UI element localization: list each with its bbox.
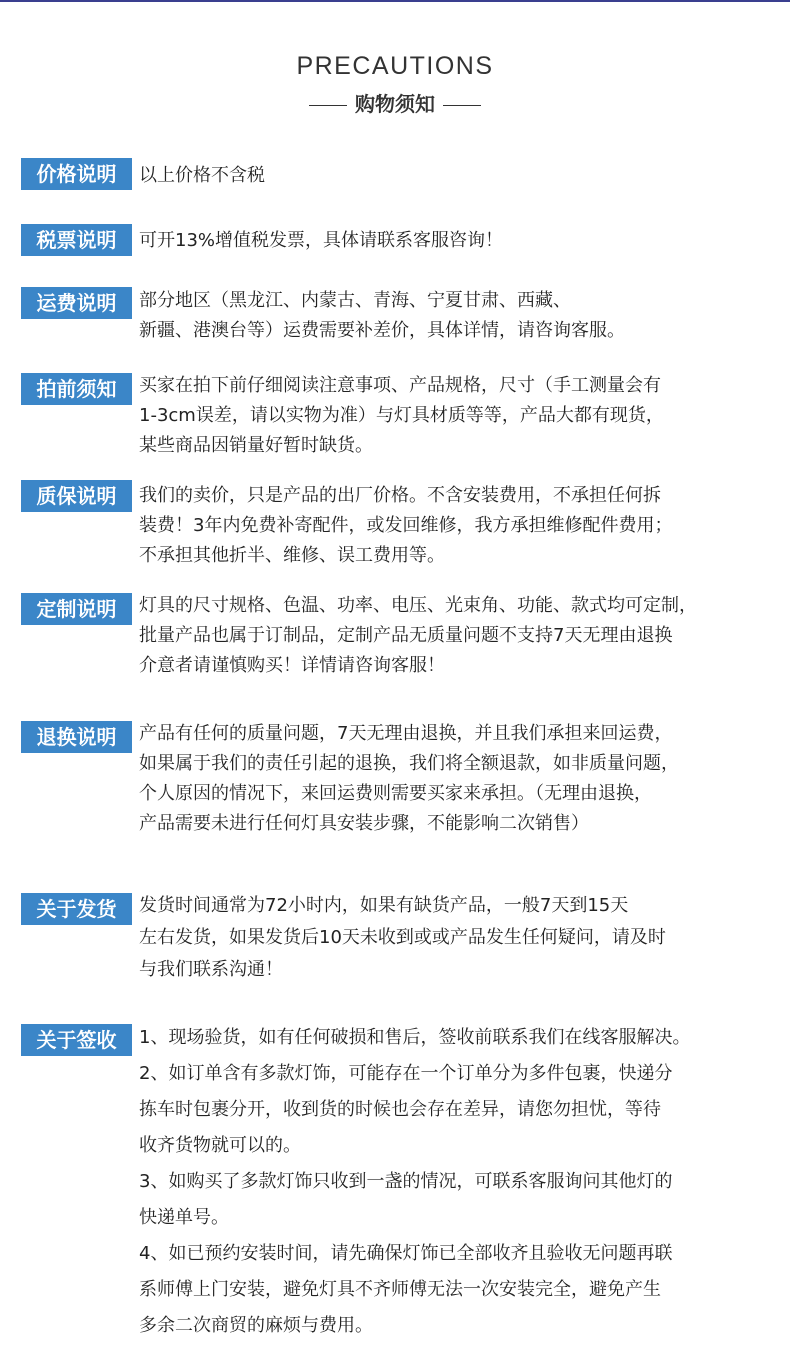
section-label: 质保说明: [21, 480, 132, 512]
text-line: 产品需要未进行任何灯具安装步骤，不能影响二次销售）: [139, 813, 589, 834]
section-text: [139, 371, 664, 461]
section-text: [139, 591, 697, 681]
section-label: 关于签收: [21, 1024, 132, 1056]
text-line: 如果属于我们的责任引起的退换，我们将全额退款，如非质量问题，: [139, 753, 679, 774]
text-line: 新疆、港澳台等）运费需要补差价，具体详情，请咨询客服。: [139, 320, 625, 341]
text-line: 灯具的尺寸规格、色温、功率、电压、光束角、功能、款式均可定制，: [139, 595, 697, 616]
text-line: 可开13%增值税发票，具体请联系客服咨询！: [139, 230, 504, 251]
text-line: 部分地区（黑龙江、内蒙古、青海、宁夏甘肃、西藏、: [139, 290, 571, 311]
top-border: [0, 0, 790, 2]
text-line: 收齐货物就可以的。: [139, 1135, 301, 1156]
title-dash-right: [443, 105, 481, 106]
text-line: 与我们联系沟通！: [139, 959, 283, 980]
section-label: 关于发货: [21, 893, 132, 925]
text-line: 买家在拍下前仔细阅读注意事项、产品规格，尺寸（手工测量会有: [139, 375, 661, 396]
text-line: 发货时间通常为72小时内，如果有缺货产品，一般7天到15天: [139, 895, 629, 916]
text-line: 批量产品也属于订制品，定制产品无质量问题不支持7天无理由退换: [139, 625, 673, 646]
text-line: 某些商品因销量好暂时缺货。: [139, 435, 373, 456]
section-label: 定制说明: [21, 593, 132, 625]
section-text: [139, 890, 666, 986]
section-label: 退换说明: [21, 721, 132, 753]
section-text: [139, 286, 625, 346]
text-line: 1、现场验货，如有任何破损和售后，签收前联系我们在线客服解决。: [139, 1027, 691, 1048]
text-line: 系师傅上门安装，避免灯具不齐师傅无法一次安装完全，避免产生: [139, 1279, 661, 1300]
page-title-cn: [0, 88, 790, 117]
text-line: 3、如购买了多款灯饰只收到一盏的情况，可联系客服询问其他灯的: [139, 1171, 673, 1192]
page-title-en: PRECAUTIONS: [296, 52, 494, 80]
text-line: 2、如订单含有多款灯饰，可能存在一个订单分为多件包裹，快递分: [139, 1063, 673, 1084]
section-label: 拍前须知: [21, 373, 132, 405]
section-text: [139, 226, 503, 256]
section-text: [139, 1020, 690, 1344]
text-line: 以上价格不含税: [139, 165, 265, 186]
text-line: 产品有任何的质量问题，7天无理由退换，并且我们承担来回运费，: [139, 723, 673, 744]
text-line: 左右发货，如果发货后10天未收到或或产品发生任何疑问，请及时: [139, 927, 666, 948]
text-line: 不承担其他折半、维修、误工费用等。: [139, 545, 445, 566]
text-line: 装费！3年内免费补寄配件，或发回维修，我方承担维修配件费用；: [139, 515, 673, 536]
section-text: [139, 719, 679, 839]
text-line: 1-3cm误差，请以实物为准）与灯具材质等等，产品大都有现货，: [139, 405, 664, 426]
text-line: 4、如已预约安装时间，请先确保灯饰已全部收齐且验收无问题再联: [139, 1243, 673, 1264]
section-label: 价格说明: [21, 158, 132, 190]
section-text: [139, 161, 265, 191]
text-line: 多余二次商贸的麻烦与费用。: [139, 1315, 373, 1336]
page-title-cn-text: 购物须知: [355, 92, 435, 116]
text-line: 我们的卖价，只是产品的出厂价格。不含安装费用，不承担任何拆: [139, 485, 661, 506]
text-line: 快递单号。: [139, 1207, 229, 1228]
section-label: 税票说明: [21, 224, 132, 256]
text-line: 个人原因的情况下，来回运费则需要买家来承担。（无理由退换，: [139, 783, 652, 804]
section-text: [139, 481, 672, 571]
section-label: 运费说明: [21, 287, 132, 319]
text-line: 介意者请谨慎购买！详情请咨询客服！: [139, 655, 445, 676]
title-dash-left: [309, 105, 347, 106]
text-line: 拣车时包裹分开，收到货的时候也会存在差异，请您勿担忧，等待: [139, 1099, 661, 1120]
